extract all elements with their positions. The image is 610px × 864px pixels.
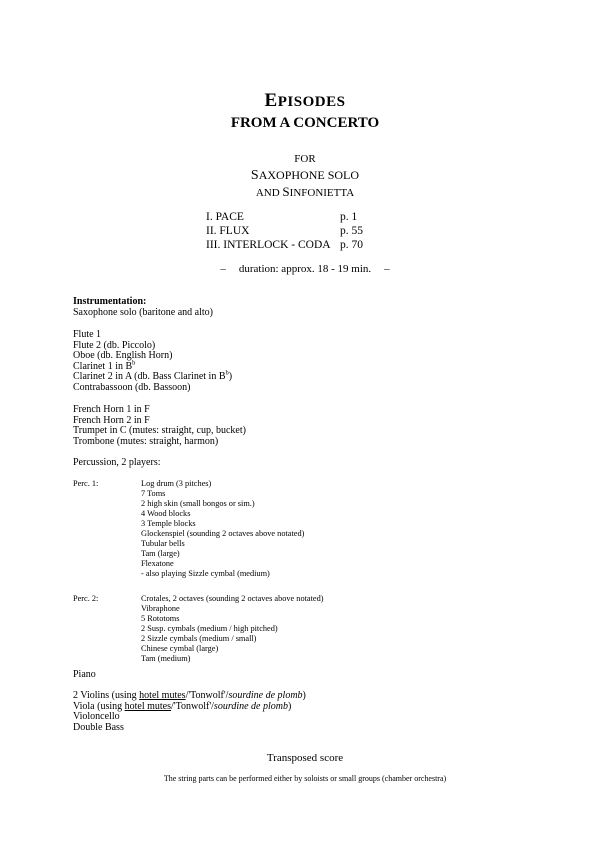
instrument-line: Double Bass [73, 721, 124, 733]
viola-mid: /'Tonwolf'/ [171, 700, 214, 712]
movement-item [206, 210, 406, 224]
instrumentation-heading: Instrumentation: [73, 296, 147, 307]
perc-item: 5 Rototoms [141, 614, 180, 623]
soloist-rest: AXOPHONE SOLO [258, 168, 360, 182]
instrument-line: Violoncello [73, 711, 120, 722]
ensemble-prefix: AND [255, 187, 283, 199]
perc1-list [141, 479, 304, 579]
perc-item: 3 Temple blocks [141, 519, 196, 528]
perc-item: Vibraphone [141, 604, 180, 613]
flat-sign: b [225, 369, 229, 377]
soloist-initial: S [250, 168, 259, 183]
title-line-1 [0, 90, 610, 112]
soloist-heading [0, 168, 610, 184]
title-line-2: FROM A CONCERTO [230, 115, 380, 131]
movement-page: p. 1 [340, 211, 358, 223]
viola-end: ) [288, 700, 292, 712]
movement-name: III. INTERLOCK - CODA [206, 239, 331, 251]
ensemble-initial: S [282, 184, 290, 199]
perc-item: Log drum (3 pitches) [141, 479, 212, 488]
instrument-line: Oboe (db. English Horn) [73, 350, 173, 361]
movement-item [206, 224, 406, 238]
perc-item: Tam (large) [141, 549, 180, 558]
instrument-line: French Horn 1 in F [73, 404, 150, 415]
flat-sign: b [132, 359, 136, 367]
viola-italic: sourdine de plomb [213, 700, 288, 712]
movement-page: p. 70 [340, 239, 363, 251]
movement-name: I. PACE [206, 211, 244, 223]
ensemble-rest: INFONIETTA [289, 187, 355, 199]
brass-list [73, 405, 246, 447]
perc-item: Chinese cymbal (large) [141, 644, 219, 653]
perc-item: - also playing Sizzle cymbal (medium) [141, 569, 270, 578]
perc-item: 4 Wood blocks [141, 509, 191, 518]
instrument-line: Flute 1 [73, 329, 102, 340]
transposed-score: Transposed score [266, 752, 344, 764]
perc-item: Glockenspiel (sounding 2 octaves above notated) [141, 529, 305, 538]
strings-list [73, 691, 306, 733]
soloist-line: Saxophone solo (baritone and alto) [73, 307, 213, 318]
perc-item: 2 Susp. cymbals (medium / high pitched) [141, 624, 278, 633]
duration-dash: – [384, 263, 390, 275]
ensemble-heading [0, 184, 610, 200]
perc-item: Flexatone [141, 559, 174, 568]
viola-mute: hotel mutes [124, 700, 172, 712]
string-parts-note: The string parts can be performed either by soloists or small groups (chamber orchestra) [163, 774, 447, 783]
movement-list [206, 210, 406, 254]
perc-item: 7 Toms [141, 489, 166, 498]
clarinet2-end: ) [228, 371, 233, 382]
violins-mid: /'Tonwolf'/ [185, 690, 229, 701]
clarinet1-text: Clarinet 1 in B [73, 360, 133, 372]
percussion-heading: Percussion, 2 players: [73, 457, 161, 468]
perc-item: Tam (medium) [141, 654, 191, 663]
violins-pre: 2 Violins (using [73, 690, 140, 701]
violins-end: ) [302, 690, 306, 701]
violins-mute: hotel mutes [139, 690, 186, 701]
perc2-list [141, 594, 323, 664]
perc1-label: Perc. 1: [73, 479, 99, 488]
instrument-line: Trombone (mutes: straight, harmon) [73, 435, 219, 447]
instrument-line: Trumpet in C (mutes: straight, cup, bucket) [73, 425, 246, 436]
duration-dash: – [220, 263, 226, 275]
duration [0, 263, 610, 275]
clarinet2-text: Clarinet 2 in A (db. Bass Clarinet in B [73, 371, 226, 382]
title-initial: E [264, 90, 278, 111]
perc-item: Crotales, 2 octaves (sounding 2 octaves above notated) [141, 594, 324, 603]
woodwind-list [73, 330, 232, 393]
duration-text: duration: approx. 18 - 19 min. [238, 263, 372, 275]
perc2-label: Perc. 2: [73, 594, 99, 603]
movement-page: p. 55 [340, 225, 363, 237]
for-label: FOR [294, 153, 316, 165]
piano-line: Piano [73, 669, 96, 680]
instrument-line: Contrabassoon (db. Bassoon) [73, 381, 191, 393]
movement-name: II. FLUX [206, 225, 250, 237]
instrument-line: Flute 2 (db. Piccolo) [73, 339, 156, 351]
movement-item [206, 238, 406, 252]
perc-item: Tubular bells [141, 539, 185, 548]
perc-item: 2 Sizzle cymbals (medium / small) [141, 634, 257, 643]
perc-item: 2 high skin (small bongos or sim.) [141, 499, 255, 508]
instrument-line [73, 369, 233, 383]
instrument-line: French Horn 2 in F [73, 414, 150, 426]
violins-italic: sourdine de plomb [228, 690, 303, 701]
viola-pre: Viola (using [73, 700, 125, 712]
title-rest: PISODES [277, 94, 346, 110]
